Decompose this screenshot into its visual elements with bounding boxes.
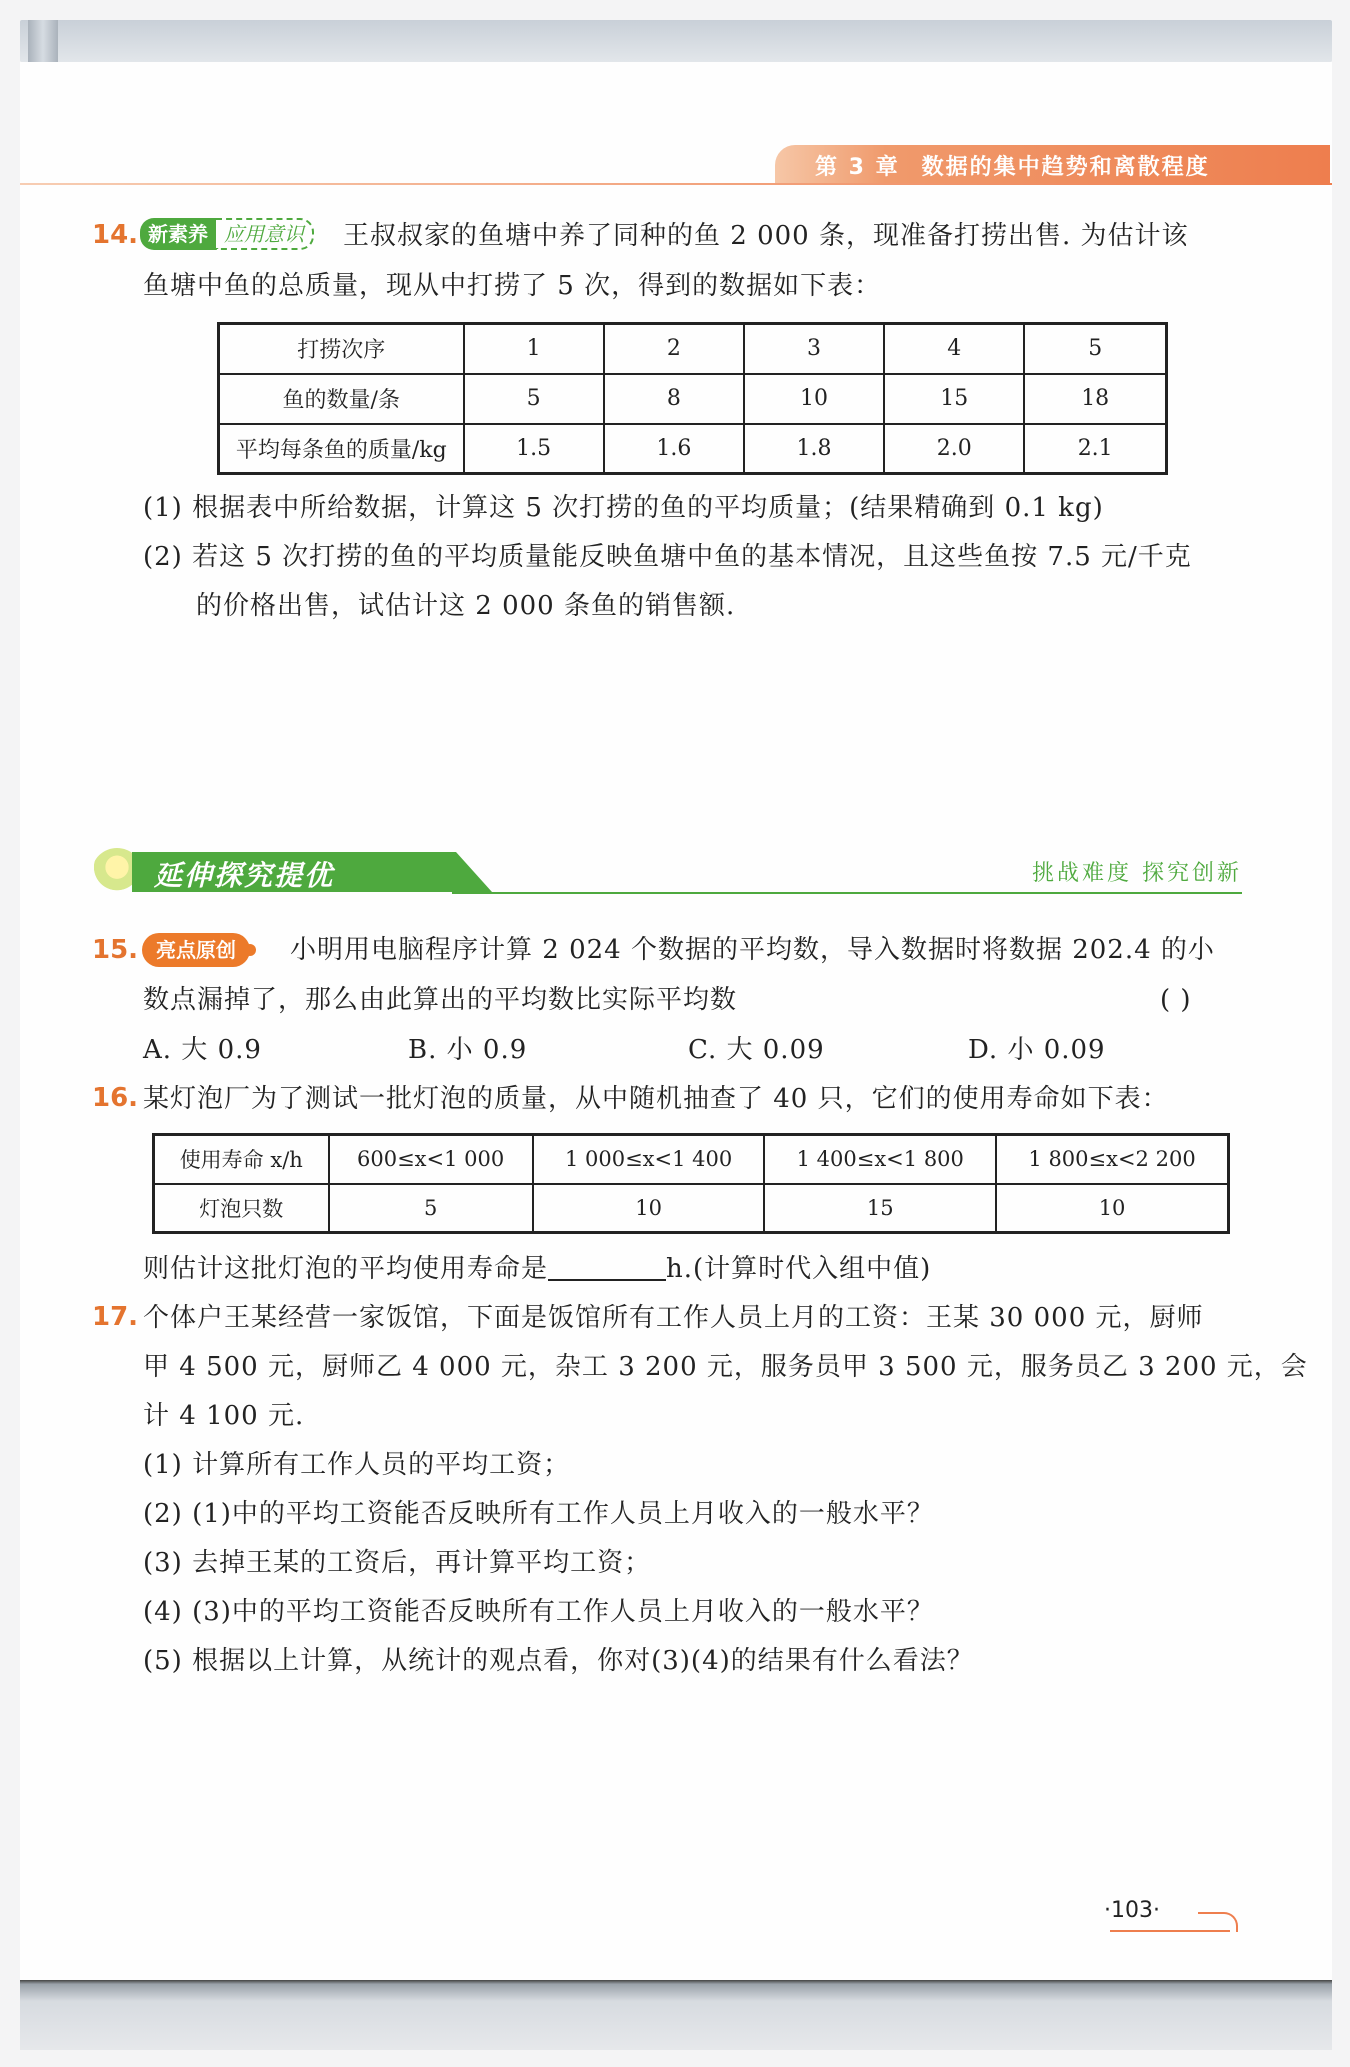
q16-line-1: 某灯泡厂为了测试一批灯泡的质量，从中随机抽查了 40 只，它们的使用寿命如下表： — [143, 1084, 1169, 1114]
chapter-number: 第 3 章 — [815, 154, 900, 180]
table-row — [219, 324, 1167, 374]
scanner-bottom-edge — [20, 1980, 1332, 2050]
table-cell: 10 — [744, 374, 884, 424]
option-c: C. 大 0.09 — [688, 1035, 825, 1065]
table-cell: 1 — [464, 324, 604, 374]
table-cell: 2.1 — [1024, 424, 1166, 474]
section-subtitle: 挑战难度 探究创新 — [1032, 861, 1242, 886]
table-cell: 1 000≤x<1 400 — [533, 1135, 765, 1184]
table-cell: 8 — [604, 374, 744, 424]
chapter-rule — [20, 183, 1332, 185]
question-15-number: 15. — [92, 935, 139, 965]
table-row — [219, 374, 1167, 424]
table-cell: 1.8 — [744, 424, 884, 474]
book-spine — [28, 20, 58, 62]
chapter-title: 数据的集中趋势和离散程度 — [921, 154, 1210, 180]
chapter-header — [775, 145, 1330, 185]
literacy-badge — [140, 218, 314, 250]
table-cell: 10 — [996, 1184, 1228, 1233]
table-cell: 4 — [884, 324, 1024, 374]
q14-line-2: 鱼塘中鱼的总质量，现从中打捞了 5 次，得到的数据如下表： — [143, 271, 882, 301]
table-row-header: 灯泡只数 — [154, 1184, 329, 1233]
fishing-data-table — [217, 322, 1168, 475]
table-row-header: 平均每条鱼的质量/kg — [219, 424, 464, 474]
q17-line-2: 甲 4 500 元，厨师乙 4 000 元，杂工 3 200 元，服务员甲 3 500 元，服务员乙 3 200 元，会 — [143, 1352, 1308, 1382]
section-rule — [452, 892, 1242, 894]
page-number-curl — [1198, 1912, 1238, 1932]
table-row-header: 打捞次序 — [219, 324, 464, 374]
badge-main-label: 新素养 — [140, 218, 216, 250]
option-a: A. 大 0.9 — [143, 1035, 262, 1065]
option-d: D. 小 0.09 — [968, 1035, 1106, 1065]
table-cell: 18 — [1024, 374, 1166, 424]
question-14-number: 14. — [92, 220, 139, 250]
question-17-number: 17. — [92, 1302, 139, 1332]
question-16-number: 16. — [92, 1083, 139, 1113]
q16-answer-prefix: 则估计这批灯泡的平均使用寿命是 — [143, 1254, 549, 1284]
table-cell: 15 — [764, 1184, 996, 1233]
table-row — [154, 1184, 1229, 1233]
answer-parenthesis: ( ) — [1160, 985, 1192, 1015]
section-title: 延伸探究提优 — [154, 859, 335, 892]
q17-sub-2: (2) (1)中的平均工资能否反映所有工作人员上月收入的一般水平？ — [143, 1499, 934, 1529]
table-cell: 10 — [533, 1184, 765, 1233]
q17-sub-4: (4) (3)中的平均工资能否反映所有工作人员上月收入的一般水平？ — [143, 1597, 934, 1627]
bulb-lifetime-table — [152, 1133, 1230, 1234]
table-cell: 600≤x<1 000 — [329, 1135, 533, 1184]
q16-answer-line — [143, 1245, 931, 1294]
table-cell: 3 — [744, 324, 884, 374]
table-cell: 1.5 — [464, 424, 604, 474]
table-cell: 1 400≤x<1 800 — [764, 1135, 996, 1184]
q17-sub-1: (1) 计算所有工作人员的平均工资； — [143, 1450, 571, 1480]
table-cell: 1 800≤x<2 200 — [996, 1135, 1228, 1184]
scanner-top-edge — [20, 20, 1332, 62]
table-cell: 2 — [604, 324, 744, 374]
table-cell: 2.0 — [884, 424, 1024, 474]
table-cell: 5 — [464, 374, 604, 424]
q17-line-1: 个体户王某经营一家饭馆，下面是饭馆所有工作人员上月的工资：王某 30 000 元，厨师 — [143, 1303, 1204, 1333]
q14-sub-1: (1) 根据表中所给数据，计算这 5 次打捞的鱼的平均质量；(结果精确到 0.1 kg) — [143, 493, 1104, 523]
table-row — [154, 1135, 1229, 1184]
table-cell: 1.6 — [604, 424, 744, 474]
page-number: ·103· — [1104, 1898, 1160, 1923]
fill-in-blank[interactable] — [548, 1251, 666, 1281]
q14-sub-2b: 的价格出售，试估计这 2 000 条鱼的销售额. — [196, 591, 736, 621]
q15-line-1: 小明用电脑程序计算 2 024 个数据的平均数，导入数据时将数据 202.4 的小 — [290, 935, 1215, 965]
q14-line-1: 王叔叔家的鱼塘中养了同种的鱼 2 000 条，现准备打捞出售. 为估计该 — [343, 221, 1189, 251]
option-b: B. 小 0.9 — [408, 1035, 528, 1065]
table-row-header: 使用寿命 x/h — [154, 1135, 329, 1184]
q17-sub-5: (5) 根据以上计算，从统计的观点看，你对(3)(4)的结果有什么看法？ — [143, 1646, 974, 1676]
q14-sub-2a: (2) 若这 5 次打捞的鱼的平均质量能反映鱼塘中鱼的基本情况，且这些鱼按 7.5 元/千克 — [143, 542, 1192, 572]
q15-line-2: 数点漏掉了，那么由此算出的平均数比实际平均数 — [143, 985, 738, 1015]
table-row-header: 鱼的数量/条 — [219, 374, 464, 424]
table-cell: 15 — [884, 374, 1024, 424]
section-header — [92, 848, 1242, 896]
q17-line-3: 计 4 100 元. — [143, 1401, 305, 1431]
q17-sub-3: (3) 去掉王某的工资后，再计算平均工资； — [143, 1548, 652, 1578]
badge-sub-label: 应用意识 — [216, 218, 314, 250]
table-row — [219, 424, 1167, 474]
table-cell: 5 — [1024, 324, 1166, 374]
q16-answer-suffix: h.(计算时代入组中值) — [666, 1254, 932, 1284]
table-cell: 5 — [329, 1184, 533, 1233]
original-badge: 亮点原创 — [142, 933, 250, 967]
